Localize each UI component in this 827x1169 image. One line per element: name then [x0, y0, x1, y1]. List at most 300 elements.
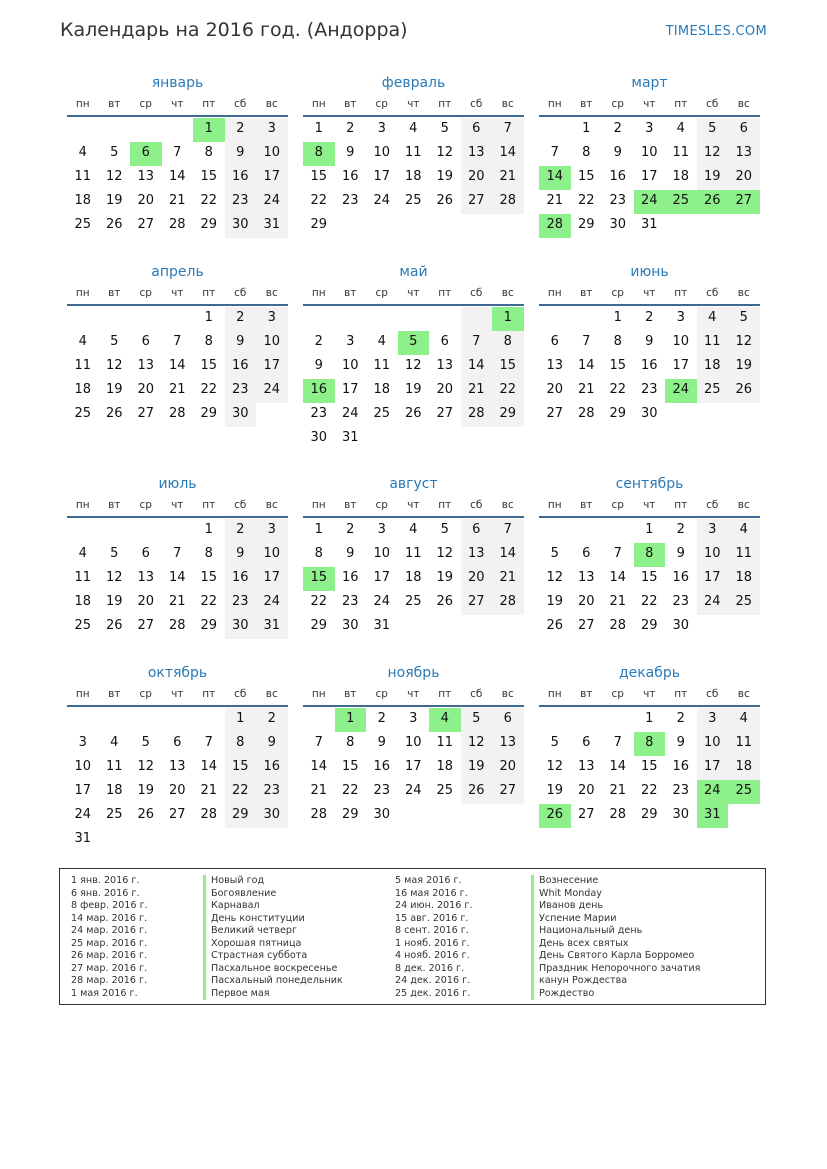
day-cell: 15 [200, 570, 218, 585]
weekday-header [303, 94, 524, 117]
day-cell: 29 [225, 804, 257, 828]
month-8 [303, 473, 524, 639]
day-cell: 3 [377, 522, 386, 537]
day-cell: 16 [640, 358, 658, 373]
day-cell: 8 [204, 546, 213, 561]
empty-cell [571, 519, 603, 543]
legend-holiday-name: Вознесение [531, 875, 700, 888]
weekday-label: ср [611, 98, 624, 110]
day-cell: 21 [609, 783, 627, 798]
day-cell: 25 [373, 406, 391, 421]
legend-holiday-date: 27 мар. 2016 г. [71, 962, 148, 974]
weekday-label: сб [234, 499, 247, 511]
weekday-label: сб [234, 688, 247, 700]
day-cell: 26 [436, 193, 454, 208]
days-grid [539, 519, 760, 639]
day-cell: 1 [645, 711, 654, 726]
day-cell: 15 [225, 756, 257, 780]
day-cell: 11 [373, 358, 391, 373]
empty-cell [335, 214, 367, 238]
month-name: март [631, 75, 668, 91]
day-cell: 12 [404, 358, 422, 373]
empty-cell [429, 804, 461, 828]
days-grid [67, 708, 288, 852]
day-cell: 12 [461, 732, 493, 756]
legend-holiday-date: 24 мар. 2016 г. [71, 925, 148, 936]
day-cell: 30 [373, 807, 391, 822]
empty-cell [665, 403, 697, 427]
day-cell: 17 [404, 759, 422, 774]
weekday-header [303, 495, 524, 518]
day-cell: 12 [105, 570, 123, 585]
empty-cell [571, 708, 603, 732]
day-cell: 18 [728, 756, 760, 780]
day-cell: 12 [436, 546, 454, 561]
day-cell: 16 [373, 759, 391, 774]
weekday-label: пт [438, 287, 452, 299]
empty-cell [256, 828, 288, 852]
days-grid [67, 118, 288, 238]
day-cell: 2 [314, 334, 323, 349]
weekday-label: пн [75, 287, 90, 299]
day-cell: 25 [74, 618, 92, 633]
day-cell: 19 [105, 382, 123, 397]
day-cell: 2 [676, 711, 685, 726]
empty-cell [398, 427, 430, 451]
day-cell: 15 [577, 169, 595, 184]
day-cell: 14 [461, 355, 493, 379]
day-cell: 1 [204, 310, 213, 325]
weekday-label: пн [547, 688, 562, 700]
day-cell: 12 [728, 331, 760, 355]
day-cell: 6 [550, 334, 559, 349]
day-cell: 22 [492, 379, 524, 403]
day-cell: 10 [373, 546, 391, 561]
empty-cell [461, 307, 493, 331]
day-cell: 8 [225, 732, 257, 756]
legend-holiday-date: 14 мар. 2016 г. [71, 912, 148, 924]
weekday-label: вс [265, 499, 278, 511]
day-cell: 9 [256, 732, 288, 756]
day-cell: 19 [105, 193, 123, 208]
day-cell: 6 [141, 546, 150, 561]
day-cell: 24 [341, 406, 359, 421]
day-cell: 15 [341, 759, 359, 774]
day-cell: 14 [168, 358, 186, 373]
day-cell: 20 [137, 193, 155, 208]
day-cell: 23 [373, 783, 391, 798]
day-cell: 30 [341, 618, 359, 633]
day-cell: 5 [550, 546, 559, 561]
day-cell: 28 [168, 217, 186, 232]
empty-cell [67, 307, 99, 331]
day-cell: 10 [341, 358, 359, 373]
day-cell: 10 [640, 145, 658, 160]
day-cell: 23 [256, 780, 288, 804]
day-cell: 30 [225, 615, 257, 639]
day-cell: 5 [110, 145, 119, 160]
weekday-label: ср [139, 688, 152, 700]
legend-holiday-name: Рождество [531, 988, 700, 1001]
month-name: февраль [381, 75, 446, 91]
empty-cell [492, 615, 524, 639]
legend-holiday-name: Богоявление [203, 888, 343, 901]
day-cell: 18 [672, 169, 690, 184]
day-cell: 5 [141, 735, 150, 750]
day-cell: 15 [200, 169, 218, 184]
day-cell: 13 [577, 759, 595, 774]
weekday-label: вт [344, 688, 357, 700]
day-cell: 9 [225, 543, 257, 567]
weekday-label: вс [265, 287, 278, 299]
day-cell: 11 [404, 145, 422, 160]
weekday-label: вт [580, 287, 593, 299]
day-cell: 2 [377, 711, 386, 726]
day-cell: 1 [582, 121, 591, 136]
empty-cell [303, 307, 335, 331]
day-cell: 1 [204, 522, 213, 537]
day-cell: 4 [409, 121, 418, 136]
day-cell: 5 [440, 121, 449, 136]
empty-cell [67, 519, 99, 543]
month-name: июнь [630, 264, 669, 280]
empty-cell [256, 403, 288, 427]
day-cell: 20 [461, 166, 493, 190]
empty-cell [539, 519, 571, 543]
day-cell: 30 [310, 430, 328, 445]
day-cell: 1 [225, 708, 257, 732]
day-cell: 4 [728, 708, 760, 732]
day-cell: 8 [492, 331, 524, 355]
days-grid [303, 519, 524, 639]
empty-cell [398, 307, 430, 331]
weekday-label: вт [580, 499, 593, 511]
day-cell: 15 [640, 759, 658, 774]
weekday-label: пн [311, 287, 326, 299]
day-cell: 9 [314, 358, 323, 373]
site-brand-link[interactable]: TIMESLES.COM [665, 24, 767, 39]
weekday-header [67, 495, 288, 518]
day-cell: 2 [225, 118, 257, 142]
day-cell: 3 [346, 334, 355, 349]
day-cell: 16 [609, 169, 627, 184]
day-cell: 15 [609, 358, 627, 373]
day-cell: 10 [256, 331, 288, 355]
weekday-label: чт [407, 98, 420, 110]
weekday-header [539, 495, 760, 518]
weekday-label: вс [737, 287, 750, 299]
weekday-label: вс [737, 499, 750, 511]
legend-holiday-date: 8 сент. 2016 г. [395, 925, 469, 936]
day-cell: 18 [436, 759, 454, 774]
weekday-label: пт [202, 688, 216, 700]
day-cell: 20 [728, 166, 760, 190]
day-cell: 3 [645, 121, 654, 136]
weekday-label: чт [407, 287, 420, 299]
weekday-label: вс [501, 688, 514, 700]
empty-cell [335, 307, 367, 331]
weekday-label: пт [674, 688, 688, 700]
day-cell: 26 [546, 618, 564, 633]
day-cell: 4 [409, 522, 418, 537]
empty-cell [461, 804, 493, 828]
weekday-label: ср [375, 287, 388, 299]
day-cell: 20 [137, 382, 155, 397]
day-cell: 21 [492, 567, 524, 591]
day-cell: 20 [492, 756, 524, 780]
day-cell: 12 [546, 759, 564, 774]
day-cell: 31 [256, 615, 288, 639]
day-cell: 29 [200, 217, 218, 232]
day-cell: 11 [728, 543, 760, 567]
day-cell: 27 [137, 406, 155, 421]
day-cell: 16 [256, 756, 288, 780]
day-cell: 29 [310, 217, 328, 232]
weekday-label: вт [108, 287, 121, 299]
weekday-label: сб [470, 98, 483, 110]
day-cell: 9 [377, 735, 386, 750]
day-cell: 5 [398, 331, 430, 355]
weekday-label: чт [171, 688, 184, 700]
day-cell: 24 [256, 591, 288, 615]
day-cell: 25 [436, 783, 454, 798]
month-2 [303, 72, 524, 238]
day-cell: 21 [168, 193, 186, 208]
empty-cell [67, 708, 99, 732]
day-cell: 6 [582, 735, 591, 750]
day-cell: 17 [74, 783, 92, 798]
day-cell: 28 [609, 807, 627, 822]
day-cell: 17 [256, 567, 288, 591]
day-cell: 11 [404, 546, 422, 561]
day-cell: 14 [492, 142, 524, 166]
day-cell: 31 [74, 831, 92, 846]
day-cell: 7 [314, 735, 323, 750]
day-cell: 11 [672, 145, 690, 160]
day-cell: 29 [640, 618, 658, 633]
day-cell: 27 [168, 807, 186, 822]
day-cell: 11 [74, 169, 92, 184]
day-cell: 14 [168, 169, 186, 184]
weekday-label: вт [580, 688, 593, 700]
day-cell: 5 [440, 522, 449, 537]
empty-cell [697, 615, 729, 639]
day-cell: 11 [436, 735, 454, 750]
day-cell: 27 [461, 591, 493, 615]
empty-cell [602, 519, 634, 543]
day-cell: 23 [672, 783, 690, 798]
weekday-label: пн [75, 688, 90, 700]
day-cell: 24 [373, 594, 391, 609]
day-cell: 30 [225, 403, 257, 427]
days-grid [303, 307, 524, 451]
day-cell: 14 [168, 570, 186, 585]
empty-cell [366, 307, 398, 331]
day-cell: 14 [539, 166, 571, 190]
weekday-label: вт [580, 98, 593, 110]
legend-holiday-date: 25 мар. 2016 г. [71, 937, 148, 949]
month-12 [539, 662, 760, 828]
weekday-label: пн [75, 98, 90, 110]
empty-cell [366, 427, 398, 451]
day-cell: 6 [492, 708, 524, 732]
day-cell: 14 [200, 759, 218, 774]
day-cell: 1 [335, 708, 367, 732]
day-cell: 3 [256, 307, 288, 331]
day-cell: 9 [225, 331, 257, 355]
weekday-label: пт [202, 98, 216, 110]
day-cell: 24 [697, 591, 729, 615]
empty-cell [130, 118, 162, 142]
day-cell: 3 [676, 310, 685, 325]
day-cell: 29 [609, 406, 627, 421]
day-cell: 26 [105, 406, 123, 421]
day-cell: 25 [404, 193, 422, 208]
weekday-label: пт [438, 98, 452, 110]
day-cell: 30 [225, 214, 257, 238]
day-cell: 19 [137, 783, 155, 798]
day-cell: 10 [256, 142, 288, 166]
month-11 [303, 662, 524, 828]
day-cell: 17 [697, 756, 729, 780]
legend-holiday-name: Хорошая пятница [203, 938, 343, 951]
day-cell: 8 [634, 543, 666, 567]
day-cell: 24 [697, 780, 729, 804]
day-cell: 8 [314, 546, 323, 561]
day-cell: 1 [193, 118, 225, 142]
day-cell: 19 [697, 166, 729, 190]
day-cell: 8 [204, 334, 213, 349]
empty-cell [728, 403, 760, 427]
day-cell: 1 [314, 522, 323, 537]
day-cell: 2 [613, 121, 622, 136]
day-cell: 21 [461, 379, 493, 403]
legend-right-names [531, 875, 700, 1000]
month-4 [67, 261, 288, 427]
day-cell: 24 [634, 190, 666, 214]
legend-holiday-name: День всех святых [531, 938, 700, 951]
empty-cell [492, 804, 524, 828]
day-cell: 21 [609, 594, 627, 609]
day-cell: 24 [373, 193, 391, 208]
day-cell: 4 [78, 145, 87, 160]
day-cell: 13 [168, 759, 186, 774]
day-cell: 20 [168, 783, 186, 798]
day-cell: 23 [609, 193, 627, 208]
month-1 [67, 72, 288, 238]
day-cell: 21 [200, 783, 218, 798]
day-cell: 4 [697, 307, 729, 331]
day-cell: 26 [137, 807, 155, 822]
day-cell: 19 [105, 594, 123, 609]
day-cell: 2 [225, 307, 257, 331]
day-cell: 24 [256, 379, 288, 403]
weekday-label: ср [611, 287, 624, 299]
legend-holiday-name: День Святого Карла Борромео [531, 950, 700, 963]
day-cell: 31 [256, 214, 288, 238]
day-cell: 18 [373, 382, 391, 397]
weekday-label: вс [501, 287, 514, 299]
legend-holiday-date: 1 янв. 2016 г. [71, 875, 140, 886]
empty-cell [571, 307, 603, 331]
day-cell: 1 [492, 307, 524, 331]
empty-cell [162, 307, 194, 331]
day-cell: 29 [200, 406, 218, 421]
day-cell: 2 [256, 708, 288, 732]
day-cell: 28 [609, 618, 627, 633]
legend-holiday-date: 4 нояб. 2016 г. [395, 950, 470, 961]
day-cell: 19 [461, 756, 493, 780]
day-cell: 24 [256, 190, 288, 214]
weekday-label: чт [407, 499, 420, 511]
day-cell: 28 [200, 807, 218, 822]
day-cell: 6 [461, 118, 493, 142]
day-cell: 16 [225, 567, 257, 591]
legend-holiday-name: Национальный день [531, 925, 700, 938]
day-cell: 14 [609, 759, 627, 774]
day-cell: 31 [341, 430, 359, 445]
weekday-label: сб [706, 499, 719, 511]
empty-cell [429, 427, 461, 451]
day-cell: 3 [78, 735, 87, 750]
legend-holiday-name: Whit Monday [531, 888, 700, 901]
day-cell: 27 [461, 190, 493, 214]
empty-cell [130, 828, 162, 852]
day-cell: 29 [492, 403, 524, 427]
day-cell: 26 [539, 804, 571, 828]
day-cell: 19 [436, 169, 454, 184]
legend-holiday-name: Первое мая [203, 988, 343, 1001]
day-cell: 27 [137, 217, 155, 232]
day-cell: 23 [341, 594, 359, 609]
weekday-label: пн [547, 98, 562, 110]
weekday-label: вт [108, 98, 121, 110]
weekday-label: чт [643, 688, 656, 700]
empty-cell [398, 804, 430, 828]
day-cell: 8 [634, 732, 666, 756]
day-cell: 21 [168, 382, 186, 397]
day-cell: 2 [676, 522, 685, 537]
day-cell: 9 [676, 546, 685, 561]
empty-cell [461, 427, 493, 451]
day-cell: 4 [377, 334, 386, 349]
legend-holiday-name: Новый год [203, 875, 343, 888]
month-9 [539, 473, 760, 639]
day-cell: 22 [225, 780, 257, 804]
weekday-label: вс [737, 688, 750, 700]
day-cell: 22 [200, 382, 218, 397]
day-cell: 7 [461, 331, 493, 355]
day-cell: 4 [78, 546, 87, 561]
day-cell: 12 [546, 570, 564, 585]
weekday-header [539, 684, 760, 707]
day-cell: 25 [697, 379, 729, 403]
weekday-label: пт [202, 287, 216, 299]
day-cell: 27 [577, 618, 595, 633]
day-cell: 7 [492, 118, 524, 142]
day-cell: 29 [310, 618, 328, 633]
month-name: январь [151, 75, 204, 91]
day-cell: 17 [672, 358, 690, 373]
day-cell: 28 [310, 807, 328, 822]
empty-cell [539, 118, 571, 142]
day-cell: 13 [137, 358, 155, 373]
day-cell: 18 [697, 355, 729, 379]
day-cell: 23 [341, 193, 359, 208]
day-cell: 11 [697, 331, 729, 355]
legend-holiday-date: 15 авг. 2016 г. [395, 912, 469, 924]
day-cell: 2 [346, 121, 355, 136]
